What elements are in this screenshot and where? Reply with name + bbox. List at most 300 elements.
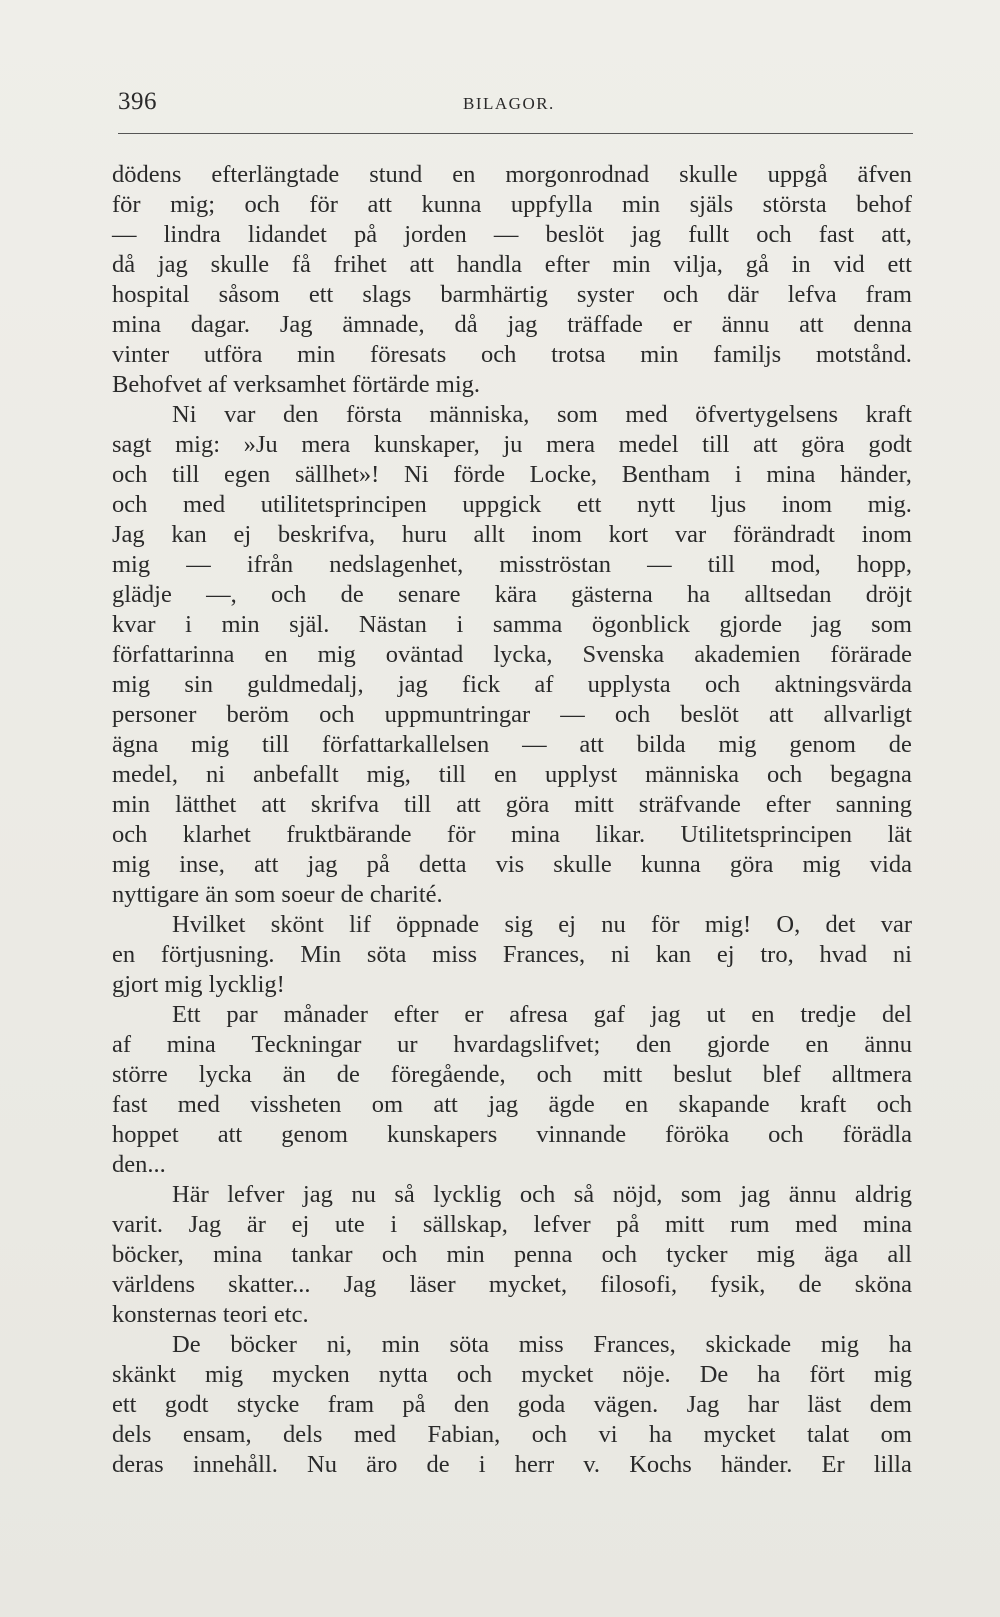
text-line bbox=[112, 280, 912, 310]
word: kort bbox=[608, 521, 649, 548]
word: kraft bbox=[865, 401, 912, 428]
word: min bbox=[221, 611, 260, 638]
word: mig bbox=[191, 731, 230, 758]
text-line bbox=[112, 850, 912, 880]
word: öppnade bbox=[396, 911, 480, 938]
word: beskrifva, bbox=[277, 521, 376, 548]
word: om bbox=[880, 1421, 912, 1448]
text-line: gjort mig lycklig! bbox=[112, 971, 285, 998]
word: allvarligt bbox=[823, 701, 912, 728]
word: Locke, bbox=[529, 461, 597, 488]
text-line bbox=[112, 220, 912, 250]
word: fast bbox=[818, 221, 855, 248]
text-line bbox=[112, 400, 912, 430]
word: Ni bbox=[404, 461, 429, 488]
word: där bbox=[727, 281, 759, 308]
word: hoppet bbox=[112, 1121, 179, 1148]
text-line bbox=[112, 910, 912, 940]
word: kära bbox=[494, 581, 537, 608]
word: var bbox=[224, 401, 256, 428]
word: efter bbox=[544, 251, 590, 278]
word: Bentham bbox=[621, 461, 711, 488]
word: talat bbox=[807, 1421, 850, 1448]
word: jag bbox=[307, 851, 338, 878]
word: en bbox=[751, 1001, 775, 1028]
word: Jag bbox=[686, 1391, 720, 1418]
text-line bbox=[112, 1270, 912, 1300]
word: nytta bbox=[378, 1361, 428, 1388]
word: och bbox=[270, 581, 307, 608]
word: händer. bbox=[720, 1451, 793, 1478]
word: — bbox=[493, 221, 519, 248]
word: beslöt bbox=[680, 701, 739, 728]
word: genom bbox=[789, 731, 856, 758]
word: fick bbox=[462, 671, 501, 698]
word: uppmuntringar bbox=[384, 701, 531, 728]
word: De bbox=[699, 1361, 729, 1388]
word: sagt bbox=[112, 431, 152, 458]
word: af bbox=[112, 1031, 132, 1058]
word: ensam, bbox=[182, 1421, 252, 1448]
word: en bbox=[805, 1031, 829, 1058]
word: mina bbox=[213, 1241, 263, 1268]
word: i bbox=[478, 1451, 486, 1478]
word: guldmedalj, bbox=[247, 671, 364, 698]
word: sig bbox=[504, 911, 534, 938]
word: upplysta bbox=[587, 671, 671, 698]
word: mina bbox=[766, 461, 816, 488]
word: till bbox=[261, 731, 290, 758]
word: första bbox=[345, 401, 402, 428]
word: kraft bbox=[800, 1091, 847, 1118]
word: Här bbox=[172, 1181, 209, 1208]
word: och bbox=[601, 1241, 637, 1268]
text-line bbox=[112, 640, 912, 670]
word: Er bbox=[821, 1451, 845, 1478]
word: Hvilket bbox=[172, 911, 246, 938]
word: nedslagenhet, bbox=[329, 551, 464, 578]
word: vinnande bbox=[536, 1121, 627, 1148]
word: misströstan bbox=[499, 551, 611, 578]
word: jorden bbox=[404, 221, 467, 248]
word: äga bbox=[824, 1241, 859, 1268]
word: — bbox=[112, 221, 137, 248]
text-line bbox=[112, 760, 912, 790]
word: ännu bbox=[721, 311, 770, 338]
word: filosofi, bbox=[600, 1271, 678, 1298]
word: de bbox=[798, 1271, 822, 1298]
word: — bbox=[186, 551, 211, 578]
word: och bbox=[766, 761, 803, 788]
text-line: Behofvet af verksamhet förtärde mig. bbox=[112, 371, 481, 398]
word: skatter... bbox=[228, 1271, 311, 1298]
word: inom bbox=[781, 491, 833, 518]
word: ett bbox=[308, 281, 334, 308]
word: att bbox=[579, 731, 604, 758]
word: öfvertygelsens bbox=[695, 401, 839, 428]
word: gästerna bbox=[571, 581, 653, 608]
word: er bbox=[464, 1001, 484, 1028]
word: vis bbox=[495, 851, 525, 878]
word: på bbox=[616, 1211, 640, 1238]
word: vid bbox=[833, 251, 865, 278]
text-line bbox=[112, 430, 912, 460]
word: fullt bbox=[688, 221, 730, 248]
word: efter bbox=[765, 791, 811, 818]
word: motstånd. bbox=[815, 341, 912, 368]
word: ämnade, bbox=[342, 311, 425, 338]
word: att bbox=[768, 701, 794, 728]
word: ni bbox=[205, 761, 225, 788]
word: dels bbox=[112, 1421, 152, 1448]
word: mera bbox=[301, 431, 351, 458]
word: utilitetsprincipen bbox=[260, 491, 427, 518]
word: Kochs bbox=[629, 1451, 692, 1478]
word: min bbox=[612, 251, 651, 278]
word: beslöt bbox=[545, 221, 605, 248]
word: föresats bbox=[370, 341, 447, 368]
word: kan bbox=[655, 941, 692, 968]
word: goda bbox=[517, 1391, 566, 1418]
word: mig. bbox=[867, 491, 912, 518]
word: De bbox=[172, 1331, 201, 1358]
word: och bbox=[480, 341, 517, 368]
text-line: den... bbox=[112, 1151, 166, 1178]
word: själ. bbox=[289, 611, 330, 638]
text-line bbox=[112, 1030, 912, 1060]
word: likar. bbox=[595, 821, 646, 848]
word: föregående, bbox=[390, 1061, 506, 1088]
word: vi bbox=[598, 1421, 618, 1448]
word: penna bbox=[513, 1241, 573, 1268]
word: de bbox=[336, 1061, 360, 1088]
word: en bbox=[112, 941, 136, 968]
word: kvar bbox=[112, 611, 156, 638]
word: min bbox=[112, 791, 151, 818]
word: nöjd, bbox=[612, 1181, 663, 1208]
word: människa, bbox=[429, 401, 530, 428]
word: de bbox=[340, 581, 364, 608]
word: tycker bbox=[666, 1241, 728, 1268]
word: ur bbox=[397, 1031, 418, 1058]
word: en bbox=[452, 161, 476, 188]
text-line bbox=[112, 160, 912, 190]
word: handla bbox=[456, 251, 523, 278]
word: det bbox=[825, 911, 856, 938]
word: och bbox=[704, 671, 741, 698]
word: Jag bbox=[343, 1271, 377, 1298]
word: med bbox=[177, 1091, 220, 1118]
word: en bbox=[264, 641, 288, 668]
word: hopp, bbox=[856, 551, 912, 578]
text-line bbox=[112, 730, 912, 760]
word: då bbox=[112, 251, 136, 278]
word: Ni bbox=[172, 401, 197, 428]
word: skulle bbox=[553, 851, 612, 878]
word: oväntad bbox=[385, 641, 464, 668]
word: för bbox=[651, 911, 680, 938]
word: sanning bbox=[835, 791, 912, 818]
text-line bbox=[112, 1000, 912, 1030]
word: dagar. bbox=[190, 311, 251, 338]
word: hvad bbox=[819, 941, 868, 968]
word: skänkt bbox=[112, 1361, 176, 1388]
word: till bbox=[438, 761, 466, 788]
word: syster bbox=[576, 281, 635, 308]
word: skickade bbox=[705, 1331, 792, 1358]
word: själs bbox=[689, 191, 734, 218]
word: till bbox=[403, 791, 432, 818]
word: tredje bbox=[800, 1001, 857, 1028]
word: söta bbox=[366, 941, 407, 968]
word: nu bbox=[351, 1181, 376, 1208]
word: lidandet bbox=[247, 221, 327, 248]
text-line bbox=[112, 820, 912, 850]
word: böcker bbox=[230, 1331, 297, 1358]
word: än bbox=[282, 1061, 306, 1088]
word: och bbox=[112, 491, 148, 518]
word: mig bbox=[317, 641, 356, 668]
word: de bbox=[888, 731, 912, 758]
word: dröjt bbox=[865, 581, 912, 608]
word: sällhet»! bbox=[294, 461, 380, 488]
text-line bbox=[112, 1450, 912, 1480]
text-line bbox=[112, 340, 912, 370]
word: gjorde bbox=[719, 611, 782, 638]
word: min bbox=[621, 191, 661, 218]
word: att bbox=[456, 791, 481, 818]
text-line bbox=[112, 1060, 912, 1090]
word: på bbox=[366, 851, 390, 878]
word: ifrån bbox=[246, 551, 294, 578]
word: akademien bbox=[694, 641, 801, 668]
word: lefver bbox=[227, 1181, 285, 1208]
word: göra bbox=[801, 431, 845, 458]
word: mina bbox=[510, 821, 560, 848]
word: — bbox=[560, 701, 585, 728]
word: egen bbox=[224, 461, 271, 488]
word: ännu bbox=[788, 1181, 837, 1208]
word: kunskapers bbox=[387, 1121, 498, 1148]
word: samma bbox=[492, 611, 563, 638]
word: aktningsvärda bbox=[774, 671, 912, 698]
word: mig bbox=[718, 731, 757, 758]
word: ju bbox=[503, 431, 523, 458]
word: Utilitetsprincipen bbox=[680, 821, 852, 848]
word: lindra bbox=[163, 221, 221, 248]
word: mig; bbox=[170, 191, 215, 218]
word: mig bbox=[820, 1331, 860, 1358]
word: mig! bbox=[704, 911, 752, 938]
word: alltmera bbox=[831, 1061, 912, 1088]
word: frihet bbox=[333, 251, 387, 278]
word: beröm bbox=[226, 701, 290, 728]
word: ha bbox=[648, 1421, 673, 1448]
word: Fabian, bbox=[427, 1421, 501, 1448]
word: förde bbox=[453, 461, 505, 488]
word: efter bbox=[393, 1001, 439, 1028]
word: att bbox=[753, 431, 778, 458]
word: lycka, bbox=[493, 641, 553, 668]
text-line bbox=[112, 1180, 912, 1210]
word: ägde bbox=[548, 1091, 595, 1118]
word: ha bbox=[757, 1361, 781, 1388]
word: som bbox=[680, 1181, 722, 1208]
word: senare bbox=[397, 581, 461, 608]
word: att bbox=[409, 251, 434, 278]
word: glädje bbox=[112, 581, 172, 608]
word: lefver bbox=[533, 1211, 591, 1238]
word: personer bbox=[112, 701, 197, 728]
word: varit. bbox=[112, 1211, 164, 1238]
word: ett bbox=[576, 491, 602, 518]
word: de bbox=[426, 1451, 450, 1478]
word: världens bbox=[112, 1271, 195, 1298]
word: jag bbox=[302, 1181, 333, 1208]
word: var bbox=[880, 911, 912, 938]
word: rum bbox=[730, 1211, 770, 1238]
word: kunna bbox=[421, 191, 482, 218]
word: i bbox=[456, 611, 464, 638]
word: mera bbox=[546, 431, 596, 458]
word: var bbox=[674, 521, 707, 548]
word: läst bbox=[807, 1391, 842, 1418]
text-line bbox=[112, 1330, 912, 1360]
word: att bbox=[261, 791, 286, 818]
word: så bbox=[394, 1181, 415, 1208]
word: för bbox=[309, 191, 338, 218]
text-line bbox=[112, 580, 912, 610]
text-line bbox=[112, 1090, 912, 1120]
word: vida bbox=[869, 851, 912, 878]
word: vägen. bbox=[593, 1391, 659, 1418]
word: kunskaper, bbox=[373, 431, 480, 458]
word: dels bbox=[283, 1421, 323, 1448]
text-line bbox=[112, 610, 912, 640]
word: göra bbox=[505, 791, 550, 818]
word: Svenska bbox=[582, 641, 665, 668]
word: beslut bbox=[673, 1061, 732, 1088]
word: böcker, bbox=[112, 1241, 184, 1268]
word: jag bbox=[157, 251, 188, 278]
word: upplyst bbox=[545, 761, 618, 788]
word: klarhet bbox=[182, 821, 251, 848]
word: medel, bbox=[112, 761, 178, 788]
word: min bbox=[297, 341, 336, 368]
word: har bbox=[747, 1391, 779, 1418]
text-line bbox=[112, 1210, 912, 1240]
word: ej bbox=[233, 521, 252, 548]
word: Frances, bbox=[502, 941, 586, 968]
word: ännu bbox=[864, 1031, 912, 1058]
word: medel bbox=[618, 431, 679, 458]
word: ha bbox=[888, 1331, 912, 1358]
word: Jag bbox=[112, 521, 145, 548]
word: och bbox=[112, 461, 148, 488]
word: den bbox=[282, 401, 319, 428]
word: och bbox=[319, 701, 355, 728]
word: skulle bbox=[679, 161, 738, 188]
word: efterlängtade bbox=[211, 161, 340, 188]
word: hospital bbox=[112, 281, 190, 308]
word: ej bbox=[558, 911, 576, 938]
word: med bbox=[353, 1421, 397, 1448]
word: mig: bbox=[175, 431, 221, 458]
word: anbefallt bbox=[252, 761, 339, 788]
word: godt bbox=[868, 431, 912, 458]
word: kan bbox=[171, 521, 207, 548]
word: sköna bbox=[854, 1271, 912, 1298]
word: uppgick bbox=[462, 491, 542, 518]
word: familjs bbox=[713, 341, 782, 368]
word: miss bbox=[518, 1331, 564, 1358]
text-line bbox=[112, 250, 912, 280]
word: och bbox=[244, 191, 280, 218]
word: ej bbox=[716, 941, 735, 968]
word: en bbox=[625, 1091, 649, 1118]
word: jag bbox=[507, 311, 538, 338]
word: för bbox=[446, 821, 476, 848]
word: mig bbox=[873, 1361, 912, 1388]
word: som bbox=[556, 401, 598, 428]
word: och bbox=[519, 1181, 556, 1208]
word: mig, bbox=[366, 761, 411, 788]
word: blef bbox=[762, 1061, 801, 1088]
word: Teckningar bbox=[251, 1031, 362, 1058]
word: jag bbox=[740, 1181, 771, 1208]
word: i bbox=[185, 611, 192, 638]
text-line bbox=[112, 520, 912, 550]
word: till bbox=[707, 551, 735, 578]
word: som bbox=[871, 611, 912, 638]
word: nu bbox=[601, 911, 626, 938]
word: in bbox=[791, 251, 811, 278]
text-line: nyttigare än som soeur de charité. bbox=[112, 881, 443, 908]
word: lycka bbox=[198, 1061, 252, 1088]
word: en bbox=[493, 761, 518, 788]
word: vissheten bbox=[250, 1091, 342, 1118]
text-line bbox=[112, 940, 912, 970]
header-rule bbox=[118, 133, 913, 134]
word: par bbox=[226, 1001, 258, 1028]
word: mina bbox=[112, 311, 161, 338]
word: med bbox=[182, 491, 226, 518]
word: deras bbox=[112, 1451, 164, 1478]
word: min bbox=[640, 341, 679, 368]
word: såsom bbox=[218, 281, 280, 308]
word: jag bbox=[631, 221, 662, 248]
word: er bbox=[672, 311, 692, 338]
word: ni bbox=[892, 941, 912, 968]
word: tro, bbox=[760, 941, 794, 968]
word: vilja, bbox=[673, 251, 723, 278]
word: Nu bbox=[307, 1451, 337, 1478]
word: utföra bbox=[203, 341, 263, 368]
body-text bbox=[112, 160, 912, 1480]
text-line bbox=[112, 670, 912, 700]
word: inom bbox=[861, 521, 912, 548]
word: jag bbox=[488, 1091, 519, 1118]
word: och bbox=[876, 1091, 912, 1118]
word: lilla bbox=[873, 1451, 912, 1478]
word: — bbox=[522, 731, 547, 758]
word: och bbox=[531, 1421, 568, 1448]
text-line bbox=[112, 550, 912, 580]
word: trotsa bbox=[551, 341, 606, 368]
word: författarkallelsen bbox=[321, 731, 490, 758]
word: om bbox=[371, 1091, 404, 1118]
word: sällskap, bbox=[422, 1211, 508, 1238]
